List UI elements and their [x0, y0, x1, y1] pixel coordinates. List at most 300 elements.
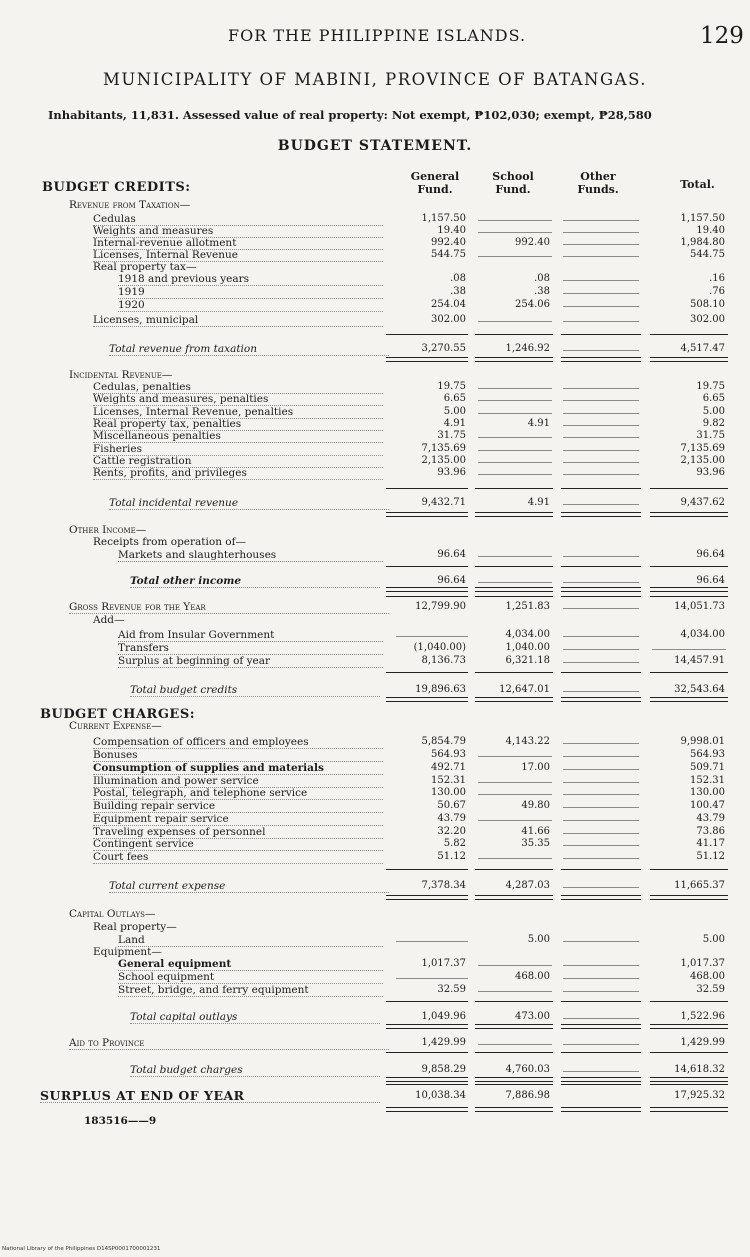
row-label: Street, bridge, and ferry equipment	[118, 984, 383, 997]
blank-cell-line	[478, 321, 552, 322]
cell-school: 4,143.22	[505, 736, 550, 747]
row-label: Equipment—	[93, 946, 162, 958]
row-label: Current Expense—	[69, 720, 162, 732]
blank-cell-line	[478, 991, 552, 992]
double-rule	[561, 1107, 641, 1112]
double-rule	[650, 1107, 728, 1112]
cell-general: 7,378.34	[421, 880, 466, 891]
double-rule	[561, 895, 641, 900]
blank-cell-line	[478, 256, 552, 257]
table-row	[0, 314, 750, 326]
table-row	[0, 851, 750, 863]
budget-charges-heading: BUDGET CHARGES:	[40, 707, 196, 722]
cell-total: 508.10	[690, 299, 725, 310]
cell-school: .08	[534, 273, 550, 284]
double-rule	[650, 697, 728, 702]
sum-rule	[561, 1001, 641, 1002]
cell-general: 492.71	[431, 762, 466, 773]
row-label: Miscellaneous penalties	[93, 430, 383, 443]
double-rule	[650, 512, 728, 517]
row-label: Real property—	[93, 921, 177, 933]
row-label: Postal, telegraph, and telephone service	[93, 787, 383, 800]
table-row	[0, 720, 750, 732]
surplus-school: 7,886.98	[505, 1090, 550, 1101]
sum-rule	[650, 488, 728, 489]
sum-rule	[475, 334, 553, 335]
row-label: Illumination and power service	[93, 775, 383, 788]
sum-rule	[475, 566, 553, 567]
table-row	[0, 642, 750, 654]
blank-cell-line	[563, 437, 639, 438]
blank-cell-line	[563, 807, 639, 808]
cell-school: 1,251.83	[505, 601, 550, 612]
total-row	[0, 497, 750, 509]
column-header-general-fund	[400, 170, 470, 196]
blank-cell-line	[563, 1044, 639, 1045]
double-rule	[386, 512, 468, 517]
cell-general: 31.75	[437, 430, 466, 441]
blank-cell-line	[563, 978, 639, 979]
total-row	[0, 343, 750, 355]
cell-general: 544.75	[431, 249, 466, 260]
double-rule	[475, 895, 553, 900]
cell-general: 564.93	[431, 749, 466, 760]
table-row	[0, 736, 750, 748]
blank-cell-line	[563, 991, 639, 992]
sum-rule	[386, 869, 468, 870]
table-row	[0, 237, 750, 249]
table-row	[0, 984, 750, 996]
sum-rule	[650, 1084, 728, 1085]
double-rule	[561, 357, 641, 362]
blank-cell-line	[478, 400, 552, 401]
cell-general: 8,136.73	[421, 655, 466, 666]
blank-cell-line	[563, 858, 639, 859]
cell-general: (1,040.00)	[413, 642, 466, 653]
table-row	[0, 299, 750, 311]
sum-rule	[650, 1001, 728, 1002]
table-row	[0, 813, 750, 825]
blank-cell-line	[396, 941, 468, 942]
cell-total: 93.96	[696, 467, 725, 478]
row-label: Land	[118, 934, 383, 947]
cell-total: 1,157.50	[680, 213, 725, 224]
cell-general: 1,429.99	[421, 1037, 466, 1048]
blank-cell-line	[563, 280, 639, 281]
blank-cell-line	[478, 820, 552, 821]
cell-total: 2,135.00	[680, 455, 725, 466]
table-row	[0, 934, 750, 946]
double-rule	[475, 512, 553, 517]
total-row	[0, 1011, 750, 1023]
sum-rule	[475, 1001, 553, 1002]
row-label: Total other income	[130, 575, 380, 588]
table-row	[0, 629, 750, 641]
cell-general: 1,157.50	[421, 213, 466, 224]
sum-rule	[561, 488, 641, 489]
double-rule	[561, 697, 641, 702]
cell-general: 43.79	[437, 813, 466, 824]
sum-rule	[650, 1052, 728, 1053]
cell-general: .38	[450, 286, 466, 297]
cell-general: 302.00	[431, 314, 466, 325]
blank-cell-line	[478, 794, 552, 795]
cell-general: 5,854.79	[421, 736, 466, 747]
row-label: Real property tax, penalties	[93, 418, 383, 431]
row-label: Court fees	[93, 851, 383, 864]
cell-total: 152.31	[690, 775, 725, 786]
population-and-property-line: Inhabitants, 11,831. Assessed value of real property: Not exempt, ₱102,030; exempt, ₱28,580	[48, 108, 652, 122]
cell-total: 43.79	[696, 813, 725, 824]
sum-rule	[561, 1052, 641, 1053]
table-row	[0, 273, 750, 285]
cell-school: 4.91	[527, 418, 550, 429]
cell-general: 50.67	[437, 800, 466, 811]
sum-rule	[475, 869, 553, 870]
cell-total: 9.82	[702, 418, 725, 429]
cell-total: 1,429.99	[680, 1037, 725, 1048]
cell-school: 6,321.18	[505, 655, 550, 666]
cell-total: 7,135.69	[680, 443, 725, 454]
cell-total: 509.71	[690, 762, 725, 773]
table-row	[0, 921, 750, 933]
cell-school: 35.35	[521, 838, 550, 849]
blank-cell-line	[563, 1018, 639, 1019]
blank-cell-line	[563, 794, 639, 795]
sum-rule	[561, 672, 641, 673]
row-label: Traveling expenses of personnel	[93, 826, 383, 839]
double-rule	[650, 357, 728, 362]
double-rule	[475, 587, 553, 592]
cell-general: 19.40	[437, 225, 466, 236]
row-label: Building repair service	[93, 800, 383, 813]
cell-school: 12,647.01	[499, 684, 550, 695]
double-rule	[475, 697, 553, 702]
cell-school: .38	[534, 286, 550, 297]
blank-cell-line	[563, 306, 639, 307]
double-rule	[475, 357, 553, 362]
blank-cell-line	[478, 582, 552, 583]
sum-rule	[650, 869, 728, 870]
cell-school: 17.00	[521, 762, 550, 773]
sum-rule	[561, 1084, 641, 1085]
cell-general: 1,017.37	[421, 958, 466, 969]
row-label: Add—	[93, 614, 125, 626]
table-row	[0, 286, 750, 298]
cell-total: 19.75	[696, 381, 725, 392]
double-rule	[561, 1077, 641, 1082]
cell-school: 1,246.92	[505, 343, 550, 354]
row-label: Weights and measures, penalties	[93, 393, 383, 406]
cell-general: 992.40	[431, 237, 466, 248]
sum-rule	[650, 596, 728, 597]
sum-rule	[386, 1084, 468, 1085]
column-header-school-label: School Fund.	[492, 170, 534, 196]
row-label: Markets and slaughterhouses	[118, 549, 383, 562]
blank-cell-line	[478, 450, 552, 451]
blank-cell-line	[563, 845, 639, 846]
blank-cell-line	[563, 400, 639, 401]
sum-rule	[386, 488, 468, 489]
row-label: Receipts from operation of—	[93, 536, 247, 548]
cell-school: 473.00	[515, 1011, 550, 1022]
cell-total: .76	[709, 286, 725, 297]
table-row	[0, 443, 750, 455]
blank-cell-line	[478, 437, 552, 438]
sum-rule	[650, 672, 728, 673]
cell-total: 1,017.37	[680, 958, 725, 969]
cell-general: 12,799.90	[415, 601, 466, 612]
total-row	[0, 684, 750, 696]
blank-cell-line	[563, 965, 639, 966]
double-rule	[475, 1024, 553, 1029]
row-label: Surplus at beginning of year	[118, 655, 383, 668]
table-row	[0, 908, 750, 920]
blank-cell-line	[563, 474, 639, 475]
table-row	[0, 249, 750, 261]
blank-cell-line	[563, 887, 639, 888]
page-number: 129	[700, 23, 744, 49]
column-header-other-funds	[563, 170, 633, 196]
cell-general: 32.59	[437, 984, 466, 995]
cell-total: 96.64	[696, 575, 725, 586]
blank-cell-line	[563, 425, 639, 426]
total-row	[0, 1064, 750, 1076]
statement-heading: BUDGET STATEMENT.	[277, 138, 473, 154]
table-row	[0, 800, 750, 812]
blank-cell-line	[478, 556, 552, 557]
total-row	[0, 575, 750, 587]
blank-cell-line	[478, 388, 552, 389]
table-row	[0, 406, 750, 418]
sum-rule	[475, 488, 553, 489]
footer-code: 183516——9	[84, 1115, 157, 1127]
table-row	[0, 381, 750, 393]
surplus-general: 10,038.34	[415, 1090, 466, 1101]
table-row	[0, 749, 750, 761]
cell-general: 5.00	[443, 406, 466, 417]
row-label: Total budget charges	[130, 1064, 380, 1077]
column-header-other-label: Other Funds.	[577, 170, 619, 196]
column-header-school-fund	[478, 170, 548, 196]
double-rule	[650, 587, 728, 592]
blank-cell-line	[563, 388, 639, 389]
cell-total: 468.00	[690, 971, 725, 982]
cell-total: 14,618.32	[674, 1064, 725, 1075]
row-label: Compensation of officers and employees	[93, 736, 383, 749]
table-row	[0, 958, 750, 970]
row-label: Aid from Insular Government	[118, 629, 383, 642]
table-row	[0, 225, 750, 237]
cell-total: 5.00	[702, 934, 725, 945]
row-label: Equipment repair service	[93, 813, 383, 826]
row-label: Weights and measures	[93, 225, 383, 238]
blank-cell-line	[563, 662, 639, 663]
blank-cell-line	[563, 820, 639, 821]
cell-general: 19.75	[437, 381, 466, 392]
sum-rule	[386, 334, 468, 335]
cell-general: 130.00	[431, 787, 466, 798]
row-label: General equipment	[118, 958, 383, 971]
table-row	[0, 467, 750, 479]
cell-general: 3,270.55	[421, 343, 466, 354]
double-rule	[475, 1107, 553, 1112]
blank-cell-line	[563, 608, 639, 609]
double-rule	[386, 1107, 468, 1112]
sum-rule	[386, 1052, 468, 1053]
cell-total: 32,543.64	[674, 684, 725, 695]
row-label: Internal-revenue allotment	[93, 237, 383, 250]
row-label: Real property tax—	[93, 261, 197, 273]
blank-cell-line	[563, 556, 639, 557]
blank-cell-line	[563, 833, 639, 834]
table-row	[0, 787, 750, 799]
surplus-label: SURPLUS AT END OF YEAR	[40, 1090, 380, 1103]
blank-cell-line	[563, 232, 639, 233]
surplus-total: 17,925.32	[674, 1090, 725, 1101]
cell-general: 32.20	[437, 826, 466, 837]
cell-total: 14,051.73	[674, 601, 725, 612]
double-rule	[561, 1024, 641, 1029]
table-row	[0, 213, 750, 225]
cell-general: 96.64	[437, 575, 466, 586]
row-label: Contingent service	[93, 838, 383, 851]
row-label: Cedulas	[93, 213, 383, 226]
table-row	[0, 536, 750, 548]
sum-rule	[475, 1052, 553, 1053]
table-row	[0, 775, 750, 787]
cell-total: 5.00	[702, 406, 725, 417]
cell-total: 4,034.00	[680, 629, 725, 640]
table-row	[0, 418, 750, 430]
double-rule	[650, 1024, 728, 1029]
cell-school: 41.66	[521, 826, 550, 837]
blank-cell-line	[396, 636, 468, 637]
sum-rule	[561, 596, 641, 597]
cell-total: 544.75	[690, 249, 725, 260]
blank-cell-line	[563, 321, 639, 322]
row-label: Total capital outlays	[130, 1011, 380, 1024]
sum-rule	[386, 596, 468, 597]
row-label: Cattle registration	[93, 455, 383, 468]
cell-general: 19,896.63	[415, 684, 466, 695]
row-label: Capital Outlays—	[69, 908, 156, 920]
cell-general: 254.04	[431, 299, 466, 310]
cell-general: 4.91	[443, 418, 466, 429]
blank-cell-line	[478, 474, 552, 475]
table-row	[0, 601, 750, 613]
blank-cell-line	[478, 858, 552, 859]
double-rule	[386, 1077, 468, 1082]
double-rule	[386, 357, 468, 362]
row-label: Rents, profits, and privileges	[93, 467, 383, 480]
cell-general: 9,858.29	[421, 1064, 466, 1075]
cell-total: .16	[709, 273, 725, 284]
cell-total: 1,522.96	[680, 1011, 725, 1022]
table-row	[0, 1037, 750, 1049]
double-rule	[650, 895, 728, 900]
row-label: Transfers	[118, 642, 383, 655]
blank-cell-line	[478, 965, 552, 966]
row-label: Bonuses	[93, 749, 383, 762]
cell-total: 14,457.91	[674, 655, 725, 666]
cell-total: 41.17	[696, 838, 725, 849]
double-rule	[650, 1077, 728, 1082]
cell-total: 564.93	[690, 749, 725, 760]
sum-rule	[475, 596, 553, 597]
row-label: Aid to Province	[69, 1037, 389, 1050]
blank-cell-line	[478, 462, 552, 463]
cell-total: 100.47	[690, 800, 725, 811]
cell-school: 4.91	[527, 497, 550, 508]
surplus-row	[0, 1090, 750, 1102]
row-label: Total revenue from taxation	[109, 343, 389, 356]
table-row	[0, 369, 750, 381]
cell-general: 6.65	[443, 393, 466, 404]
cell-total: 4,517.47	[680, 343, 725, 354]
cell-general: 9,432.71	[421, 497, 466, 508]
column-header-general-label: General Fund.	[410, 170, 460, 196]
table-row	[0, 393, 750, 405]
running-head-title: FOR THE PHILIPPINE ISLANDS.	[228, 26, 527, 45]
table-row	[0, 655, 750, 667]
double-rule	[475, 1077, 553, 1082]
row-label: Consumption of supplies and materials	[93, 762, 383, 775]
blank-cell-line	[563, 691, 639, 692]
sum-rule	[650, 334, 728, 335]
cell-general: 5.82	[443, 838, 466, 849]
sum-rule	[650, 566, 728, 567]
row-label: Licenses, municipal	[93, 314, 383, 327]
blank-cell-line	[563, 636, 639, 637]
blank-cell-line	[563, 244, 639, 245]
blank-cell-line	[563, 782, 639, 783]
sum-rule	[386, 672, 468, 673]
row-label: Total current expense	[109, 880, 389, 893]
cell-school: 49.80	[521, 800, 550, 811]
blank-cell-line	[478, 413, 552, 414]
double-rule	[386, 895, 468, 900]
scan-credit: National Library of the Philippines D14SP0001700001231	[2, 1246, 161, 1252]
cell-school: 1,040.00	[505, 642, 550, 653]
cell-school: 992.40	[515, 237, 550, 248]
row-label: Total budget credits	[130, 684, 380, 697]
cell-total: 1,984.80	[680, 237, 725, 248]
double-rule	[386, 587, 468, 592]
blank-cell-line	[563, 769, 639, 770]
table-row	[0, 430, 750, 442]
cell-general: 7,135.69	[421, 443, 466, 454]
double-rule	[561, 512, 641, 517]
row-label: Cedulas, penalties	[93, 381, 383, 394]
blank-cell-line	[478, 220, 552, 221]
sum-rule	[561, 334, 641, 335]
row-label: Licenses, Internal Revenue, penalties	[93, 406, 383, 419]
table-row	[0, 455, 750, 467]
cell-total: 31.75	[696, 430, 725, 441]
cell-total: 9,998.01	[680, 736, 725, 747]
blank-cell-line	[478, 782, 552, 783]
cell-total: 32.59	[696, 984, 725, 995]
cell-total: 73.86	[696, 826, 725, 837]
row-label: 1918 and previous years	[118, 273, 383, 286]
cell-general: 1,049.96	[421, 1011, 466, 1022]
cell-general: .08	[450, 273, 466, 284]
sum-rule	[561, 566, 641, 567]
blank-cell-line	[563, 462, 639, 463]
blank-cell-line	[563, 450, 639, 451]
blank-cell-line	[396, 978, 468, 979]
